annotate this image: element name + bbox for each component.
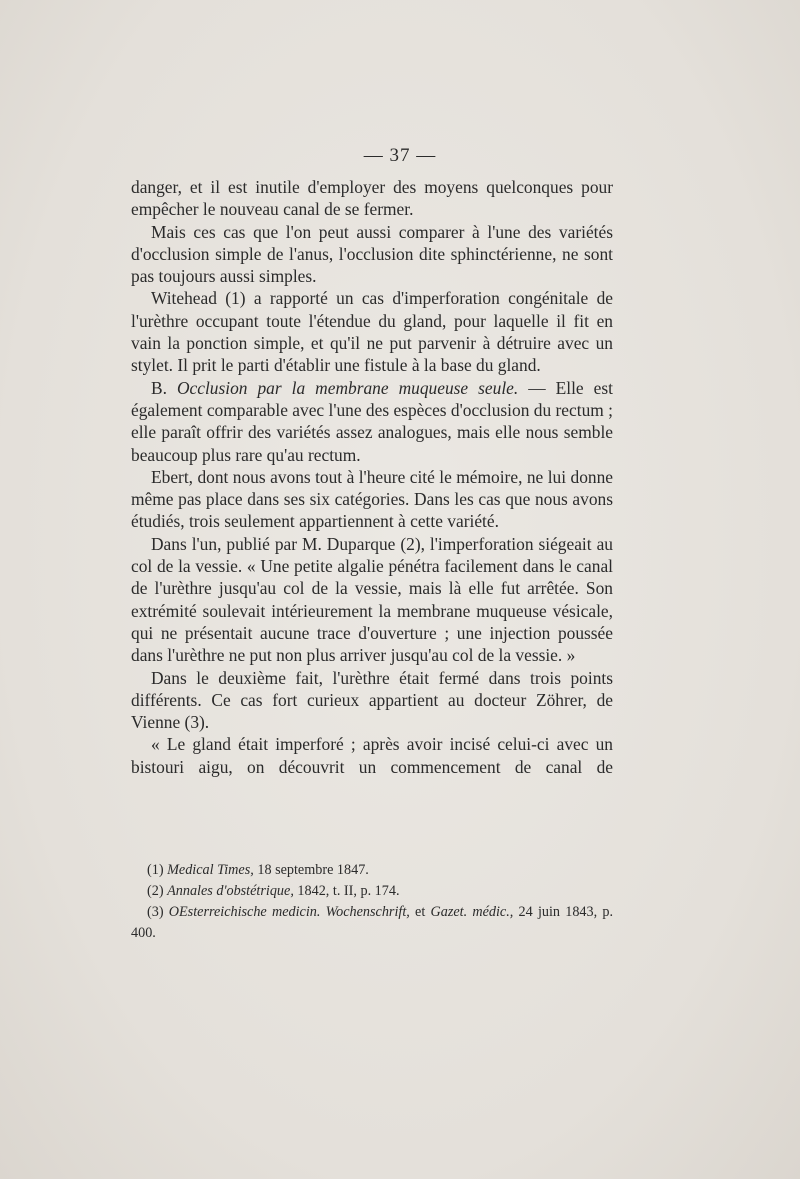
section-b-paragraph — [131, 377, 613, 466]
footnote — [131, 902, 613, 944]
footnote — [131, 881, 613, 902]
footnote-mark: (1) — [147, 862, 164, 878]
paragraph: « Le gland était imperforé ; après avoir incisé celui-ci avec un bistouri aigu, on découvrit un commencement de canal de — [131, 734, 613, 777]
footnote — [131, 860, 613, 881]
paragraph: Mais ces cas que l'on peut aussi comparer à l'une des variétés d'occlusion simple de l'anus, l'occlusion dite sphinctérienne, ne sont pas toujours aussi simples. — [131, 221, 613, 287]
page-number: — 37 — — [363, 145, 437, 166]
paragraph: Dans l'un, publié par M. Duparque (2), l'imperforation siégeait au col de la vessie. « Une petite algalie pénétra facilement dans le canal de l'urèthre jusqu'au col de la vessie, mais là elle fut arrêtée. Son extrémité soulevait intérieurement la membrane muqueuse vésicale, qui ne présentait aucune trace d'ouverture ; une injection poussée dans l'urèthre ne put non plus arriver jusqu'au col de la vessie. » — [131, 533, 613, 666]
footnote-detail: 24 juin 1843, p. 400. — [131, 904, 614, 941]
footnotes — [131, 860, 613, 944]
footnote-source: OEsterreichische medicin. Wochenschrift, — [168, 904, 410, 920]
section-letter: B. — [151, 377, 167, 398]
paragraph: Dans le deuxième fait, l'urèthre était fermé dans trois points différents. Ce cas fort curieux appartient au docteur Zöhrer, de Vienne (3). — [131, 667, 613, 733]
footnote-mark: (2) — [147, 883, 164, 899]
section-title: Occlusion par la membrane muqueuse seule. — [176, 377, 519, 398]
footnote-source: Annales d'obstétrique, — [167, 883, 294, 899]
footnote-detail: 1842, t. II, p. 174. — [297, 883, 400, 899]
footnote-mark: (3) — [147, 904, 164, 920]
footnote-source: Medical Times, — [167, 862, 254, 878]
paragraph: Ebert, dont nous avons tout à l'heure cité le mémoire, ne lui donne même pas place dans ses six catégories. Dans les cas que nous avons étudiés, trois seulement appartiennent à cette variété. — [131, 466, 613, 532]
paragraph: Witehead (1) a rapporté un cas d'imperforation congénitale de l'urèthre occupant toute l'étendue du gland, pour laquelle il fit en vain la ponction simple, et qu'il ne put parvenir à détruire avec un stylet. Il prit le parti d'établir une fistule à la base du gland. — [131, 288, 613, 376]
footnote-connector: et — [415, 904, 426, 920]
body-text — [131, 176, 613, 778]
paragraph: danger, et il est inutile d'employer des moyens quelconques pour empêcher le nouveau canal de se fermer. — [131, 177, 613, 220]
footnote-detail: 18 septembre 1847. — [257, 862, 369, 878]
section-text: — Elle est également comparable avec l'une des espèces d'occlusion du rectum ; — [131, 377, 613, 420]
section-text-cont: elle paraît offrir des variétés assez analogues, mais elle nous semble beaucoup plus rare qu'au rectum. — [131, 422, 613, 465]
footnote-source: Gazet. médic., — [430, 904, 514, 920]
